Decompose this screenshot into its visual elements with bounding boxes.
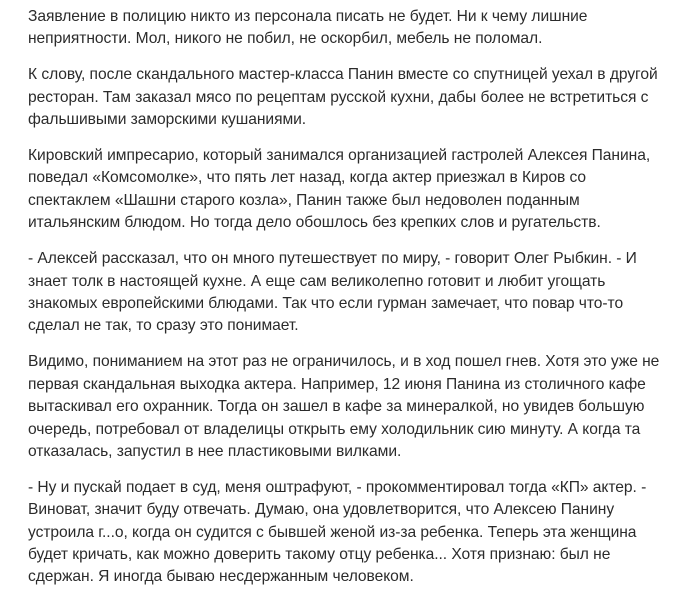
text-line: К слову, после скандального мастер-класса Панин вместе со спутницей уехал в другой (28, 66, 658, 84)
paragraph-4 (28, 248, 685, 338)
text-line: знакомых европейскими блюдами. Так что если гурман замечает, что повар что-то (28, 294, 624, 312)
text-line: неприятности. Мол, никого не побил, не оскорбил, мебель не поломал. (28, 30, 543, 48)
text-line: поведал «Комсомолке», что пять лет назад, когда актер приезжал в Киров со (28, 169, 586, 187)
text-line: - Алексей рассказал, что он много путешествует по миру, - говорит Олег Рыбкин. - И (28, 250, 637, 268)
paragraph-2 (28, 64, 685, 131)
text-line: отказалась, запустил в нее пластиковыми вилками. (28, 442, 402, 460)
text-line: Кировский импресарио, который занимался организацией гастролей Алексея Панина, (28, 147, 651, 165)
text-line: знает толк в настоящей кухне. А еще сам великолепно готовит и любит угощать (28, 272, 606, 290)
paragraph-6 (28, 477, 685, 589)
paragraph-3 (28, 145, 685, 235)
text-line: спектаклем «Шашни старого козла», Панин также был недоволен поданным (28, 191, 580, 209)
text-line: вытаскивал его охранник. Тогда он зашел в кафе за минералкой, но увидев большую (28, 398, 645, 416)
text-line: Виноват, значит буду отвечать. Думаю, она удовлетворится, что Алексею Панину (28, 501, 615, 519)
paragraph-5 (28, 351, 685, 463)
text-line: Видимо, пониманием на этот раз не ограничилось, и в ход пошел гнев. Хотя это уже не (28, 353, 660, 371)
text-line: первая скандальная выходка актера. Например, 12 июня Панина из столичного кафе (28, 375, 646, 393)
text-line: итальянским блюдом. Но тогда дело обошлось без крепких слов и ругательств. (28, 214, 601, 232)
text-line: очередь, потребовал от владелицы открыть ему холодильник сию минуту. А когда та (28, 420, 641, 438)
text-line: будет кричать, как можно доверить такому отцу ребенка... Хотя признаю: был не (28, 546, 611, 564)
text-line: устроила г...о, когда он судится с бывшей женой из-за ребенка. Теперь эта женщина (28, 523, 637, 541)
text-line: ресторан. Там заказал мясо по рецептам русской кухни, дабы более не встретиться с (28, 88, 649, 106)
text-line: фальшивыми заморскими кушаниями. (28, 111, 307, 129)
text-line: сделал не так, то сразу это понимает. (28, 317, 299, 335)
paragraph-1 (28, 6, 685, 51)
text-line: - Ну и пускай подает в суд, меня оштрафуют, - прокомментировал тогда «КП» актер. - (28, 478, 647, 496)
text-line: Заявление в полицию никто из персонала писать не будет. Ни к чему лишние (28, 8, 588, 25)
text-line: сдержан. Я иногда бываю несдержанным человеком. (28, 568, 414, 586)
